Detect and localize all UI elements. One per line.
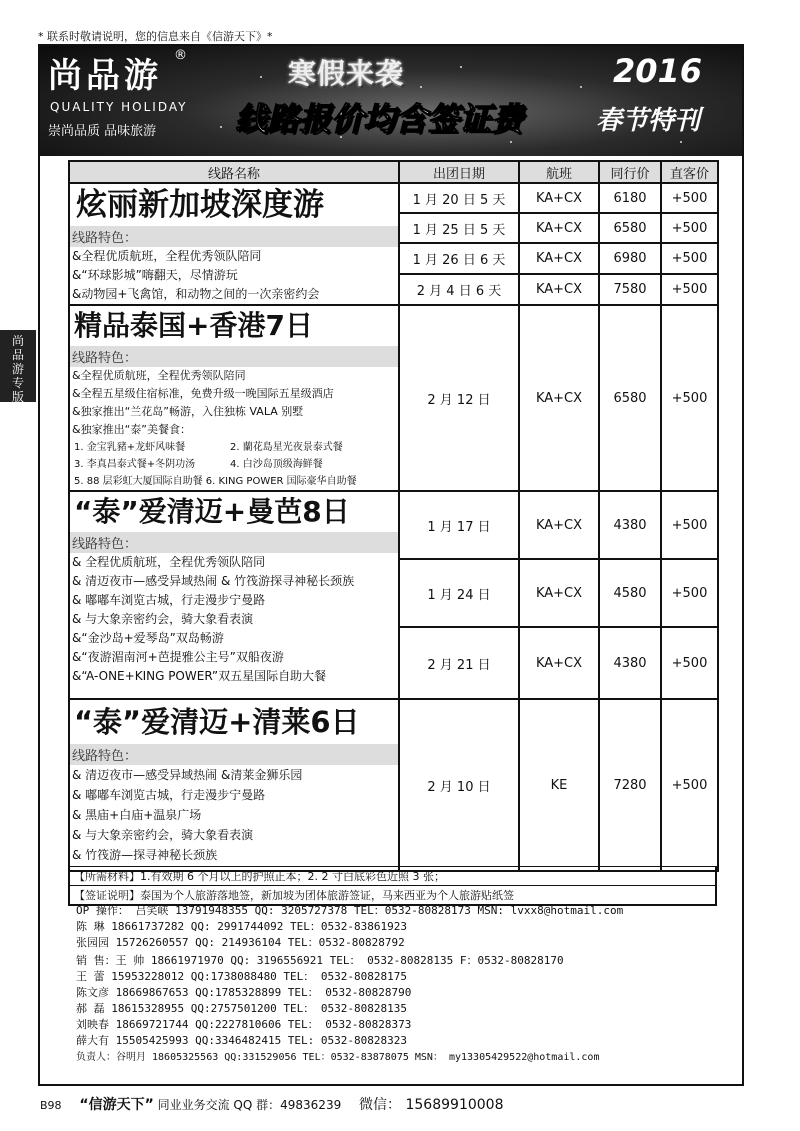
contact-row: 刘映春 18669721744 QQ:2227810606 TEL： 0532-80828373 — [76, 1018, 412, 1031]
feature-label: 线路特色： — [70, 346, 398, 367]
contact-row: 负责人：谷明月 18605325563 QQ:331529056 TEL：0532-83878075 MSN： my13305429522@hotmail.com — [76, 1052, 600, 1063]
feature-label: 线路特色： — [70, 532, 398, 553]
route-title: 精品泰国+香港7日 — [74, 309, 313, 342]
side-tab — [0, 330, 36, 402]
feature-item: &独家推出“兰花岛”畅游，入住独栋 VALA 别墅 — [72, 405, 304, 418]
direct-price: +500 — [661, 559, 718, 627]
flight-code: KA+CX — [519, 243, 599, 273]
side-tab-char: 专 — [11, 376, 24, 390]
table-row — [69, 491, 718, 559]
route-info — [69, 183, 399, 305]
direct-price: +500 — [661, 243, 718, 273]
page-number: B98 — [40, 1099, 62, 1112]
peer-price: 4380 — [599, 491, 661, 559]
registered-mark: ® — [174, 48, 187, 63]
table-row — [69, 305, 718, 491]
feature-item: & 与大象亲密约会，骑大象看表演 — [72, 612, 254, 626]
side-tab-char: 版 — [11, 390, 24, 404]
flight-code: KA+CX — [519, 305, 599, 491]
note-materials: 【所需材料】1.有效期 6 个月以上的护照正本；2. 2 寸白底彩色近照 3 张； — [70, 866, 715, 885]
direct-price: +500 — [661, 491, 718, 559]
table-row — [69, 183, 718, 213]
contact-row: 陈 琳 18661737282 QQ: 2991744092 TEL：0532-83861923 — [76, 920, 408, 933]
feature-item: &独家推出“泰”美餐食： — [72, 423, 191, 436]
peer-price: 6580 — [599, 305, 661, 491]
flight-code: KA+CX — [519, 627, 599, 699]
side-tab-char: 游 — [11, 362, 24, 376]
feature-label: 线路特色： — [70, 744, 398, 765]
header-date: 出团日期 — [399, 161, 519, 183]
feature-item: &动物园+飞禽馆，和动物之间的一次亲密约会 — [72, 287, 320, 301]
direct-price: +500 — [661, 305, 718, 491]
peer-price: 6980 — [599, 243, 661, 273]
flight-code: KA+CX — [519, 213, 599, 243]
header-flight: 航班 — [519, 161, 599, 183]
contact-row: 郝 磊 18615328955 QQ:2757501200 TEL： 0532-80828135 — [76, 1002, 408, 1015]
note-visa: 【签证说明】泰国为个人旅游落地签，新加坡为团体旅游签证，马来西亚为个人旅游贴纸签 — [70, 885, 715, 904]
footer — [40, 1094, 760, 1114]
peer-price: 7580 — [599, 274, 661, 305]
dish-row — [70, 456, 398, 473]
route-info — [69, 491, 399, 699]
logo-english: QUALITY HOLIDAY — [50, 100, 188, 114]
direct-price: +500 — [661, 274, 718, 305]
contact-row: 张园园 15726260557 QQ: 214936104 TEL：0532-80828792 — [76, 936, 405, 949]
header-direct-price: 直客价 — [661, 161, 718, 183]
feature-item: & 全程优质航班，全程优秀领队陪同 — [72, 555, 266, 569]
feature-item: & 竹筏游—探寻神秘长颈族 — [72, 848, 218, 862]
logo-text: 尚品游 — [48, 56, 162, 96]
banner-promo: 寒假来袭 — [288, 57, 405, 90]
peer-price: 4580 — [599, 559, 661, 627]
feature-item: &“环球影城”嗨翻天，尽情游玩 — [72, 268, 238, 282]
direct-price: +500 — [661, 183, 718, 213]
route-title: 炫丽新加坡深度游 — [76, 187, 324, 223]
feature-item: &全程优质航班，全程优秀领队陪同 — [72, 249, 262, 263]
header-route: 线路名称 — [69, 161, 399, 183]
route-title: “泰”爱清迈+清莱6日 — [74, 705, 360, 739]
peer-price: 7280 — [599, 699, 661, 871]
banner-special: 春节特刊 — [596, 106, 701, 136]
dish-item: 4. 白沙岛顶级海鲜餐 — [230, 459, 323, 470]
dish-row — [70, 439, 398, 456]
header-peer-price: 同行价 — [599, 161, 661, 183]
contact-row: 薛大有 15505425993 QQ:3346482415 TEL: 0532-80828323 — [76, 1034, 408, 1047]
flight-code: KA+CX — [519, 559, 599, 627]
departure-date: 2 月 4 日 6 天 — [399, 274, 519, 305]
feature-item: &“A-ONE+KING POWER”双五星国际自助大餐 — [72, 669, 327, 683]
direct-price: +500 — [661, 213, 718, 243]
flight-code: KA+CX — [519, 274, 599, 305]
feature-item: & 嘟嘟车浏览古城，行走漫步宁曼路 — [72, 788, 266, 802]
feature-item: &全程五星级住宿标准，免费升级一晚国际五星级酒店 — [72, 387, 334, 400]
peer-price: 4380 — [599, 627, 661, 699]
route-info — [69, 305, 399, 491]
departure-date: 1 月 25 日 5 天 — [399, 213, 519, 243]
direct-price: +500 — [661, 699, 718, 871]
contact-row: 销 售：王 帅 18661971970 QQ: 3196556921 TEL： 0532-80828135 F：0532-80828170 — [76, 954, 564, 967]
feature-item: &全程优质航班，全程优秀领队陪同 — [72, 369, 246, 382]
feature-item: &“金沙岛+爱琴岛”双岛畅游 — [72, 631, 224, 645]
feature-item: & 嘟嘟车浏览古城，行走漫步宁曼路 — [72, 593, 266, 607]
feature-item: & 黑庙+白庙+温泉广场 — [72, 808, 202, 822]
flight-code: KE — [519, 699, 599, 871]
feature-item: & 清迈夜市—感受异域热闹 & 竹筏游探寻神秘长颈族 — [72, 574, 355, 588]
banner-year: 2016 — [613, 52, 703, 90]
footer-brand: “信游天下” — [79, 1097, 154, 1113]
peer-price: 6180 — [599, 183, 661, 213]
flight-code: KA+CX — [519, 491, 599, 559]
dish-item: 3. 李真昌泰式餐+冬阴功汤 — [74, 459, 196, 470]
notes-box — [68, 866, 717, 906]
contact-row: 陈文彦 18669867653 QQ:1785328899 TEL： 0532-80828790 — [76, 986, 412, 999]
feature-item: & 与大象亲密约会，骑大象看表演 — [72, 828, 254, 842]
departure-date: 2 月 10 日 — [399, 699, 519, 871]
departure-date: 2 月 21 日 — [399, 627, 519, 699]
direct-price: +500 — [661, 627, 718, 699]
banner — [40, 46, 742, 156]
route-table — [68, 160, 719, 872]
feature-item: & 清迈夜市—感受异域热闹 &清莱金狮乐园 — [72, 768, 303, 782]
departure-date: 2 月 12 日 — [399, 305, 519, 491]
feature-label: 线路特色： — [70, 226, 398, 247]
table-row — [69, 699, 718, 871]
table-header-row — [69, 161, 718, 183]
logo-slogan: 崇尚品质 品味旅游 — [48, 124, 157, 139]
route-title: “泰”爱清迈+曼芭8日 — [74, 495, 350, 528]
footer-wechat: 微信： 15689910008 — [359, 1097, 504, 1113]
feature-item: &“夜游湄南河+芭提雅公主号”双船夜游 — [72, 650, 284, 664]
footer-qq-group: 同业业务交流 QQ 群：49836239 — [157, 1098, 342, 1112]
departure-date: 1 月 26 日 6 天 — [399, 243, 519, 273]
route-info — [69, 699, 399, 871]
dish-item: 1. 金宝乳豬+龙虾风味餐 — [74, 442, 186, 453]
dish-item: 5. 88 层彩虹大厦国际自助餐 6. KING POWER 国际豪华自助餐 — [74, 476, 357, 487]
departure-date: 1 月 24 日 — [399, 559, 519, 627]
dish-item: 2. 蘭花島星光夜景泰式餐 — [230, 442, 343, 453]
banner-headline: 线路报价均含签证费 — [235, 100, 524, 138]
contact-row: OP 操作： 吕笑峡 13791948355 QQ: 3205727378 TEL：0532-80828173 MSN: lvxx8@hotmail.com — [76, 904, 624, 917]
contact-row: 王 蕾 15953228012 QQ:1738088480 TEL： 0532-80828175 — [76, 970, 408, 983]
side-tab-char: 尚 — [11, 334, 24, 348]
flight-code: KA+CX — [519, 183, 599, 213]
departure-date: 1 月 20 日 5 天 — [399, 183, 519, 213]
departure-date: 1 月 17 日 — [399, 491, 519, 559]
side-tab-char: 品 — [11, 348, 24, 362]
peer-price: 6580 — [599, 213, 661, 243]
top-note: * 联系时敬请说明，您的信息来自《信游天下》* — [38, 30, 273, 43]
